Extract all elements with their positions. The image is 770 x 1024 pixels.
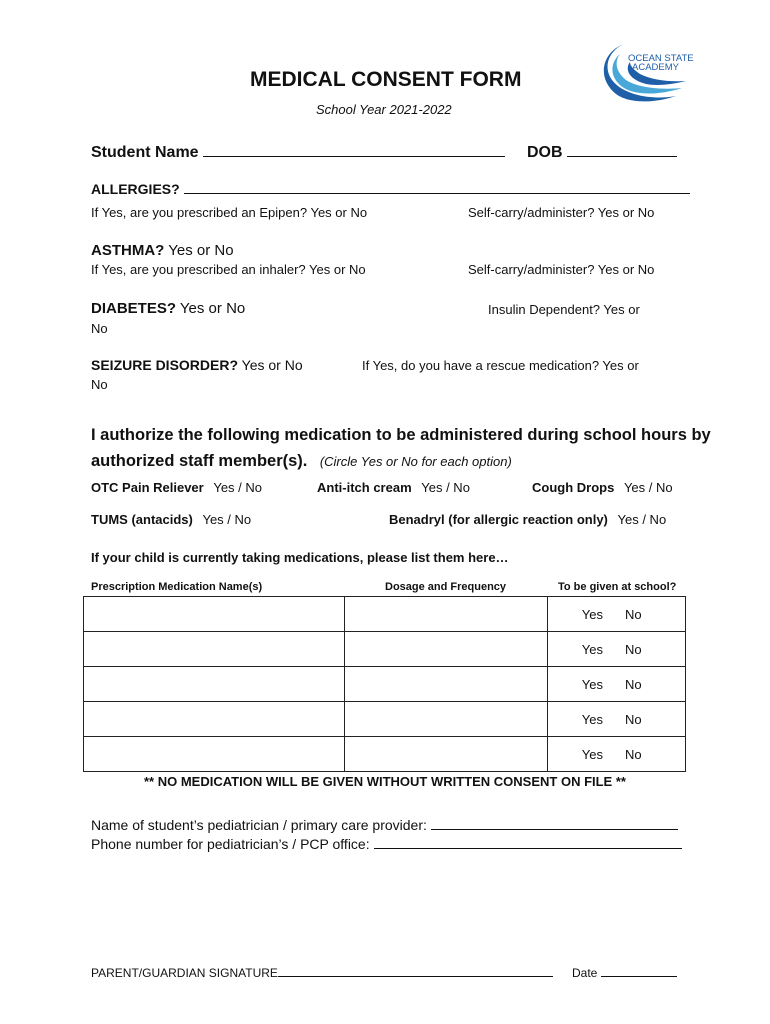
seizure-wrap: No <box>91 377 108 392</box>
table-row <box>84 632 686 667</box>
diabetes-options[interactable]: Yes or No <box>179 300 246 317</box>
given-at-school-cell <box>548 667 686 702</box>
no-option[interactable]: No <box>624 606 642 622</box>
no-option[interactable]: No <box>624 676 642 692</box>
yes-option[interactable]: Yes <box>581 676 603 692</box>
pediatrician-name-label: Name of student’s pediatrician / primary care provider: <box>91 817 427 833</box>
asthma-options[interactable]: Yes or No <box>168 242 234 259</box>
date-field[interactable] <box>601 962 677 977</box>
signature-field[interactable] <box>278 962 553 977</box>
svg-text:ACADEMY: ACADEMY <box>632 62 679 73</box>
antiitch-yes-no[interactable]: Yes / No <box>421 480 470 495</box>
table-row <box>84 737 686 772</box>
medication-name-cell[interactable] <box>84 737 345 772</box>
given-at-school-cell <box>548 632 686 667</box>
yes-no-options <box>548 712 685 727</box>
yes-no-options <box>548 747 685 762</box>
table-row <box>84 702 686 737</box>
dob-label: DOB <box>527 144 563 161</box>
dosage-cell[interactable] <box>344 737 547 772</box>
table-row <box>84 667 686 702</box>
pediatrician-phone-field[interactable] <box>374 834 682 849</box>
asthma-row <box>91 242 234 259</box>
dosage-cell[interactable] <box>344 632 547 667</box>
epipen-question[interactable]: If Yes, are you prescribed an Epipen? Yes or No <box>91 205 368 220</box>
seizure-options[interactable]: Yes or No <box>241 357 303 373</box>
insulin-question[interactable]: Insulin Dependent? Yes or <box>488 302 640 317</box>
yes-option[interactable]: Yes <box>581 711 603 727</box>
no-medication-warning: ** NO MEDICATION WILL BE GIVEN WITHOUT WRITTEN CONSENT ON FILE ** <box>144 774 626 789</box>
dosage-cell[interactable] <box>344 667 547 702</box>
seizure-row <box>91 357 303 373</box>
authorization-heading: I authorize the following medication to be administered during school hours by <box>91 426 711 444</box>
medication-name-cell[interactable] <box>84 667 345 702</box>
cough-yes-no[interactable]: Yes / No <box>623 480 673 495</box>
dob-row <box>527 142 677 162</box>
logo-swoosh-icon <box>594 38 694 106</box>
dosage-cell[interactable] <box>344 702 547 737</box>
yes-no-options <box>548 642 685 657</box>
asthma-label: ASTHMA? <box>91 242 165 259</box>
seizure-label: SEIZURE DISORDER? <box>91 357 239 373</box>
date-row <box>572 962 677 980</box>
table-row <box>84 597 686 632</box>
benadryl-option: Benadryl (for allergic reaction only) Yes / No <box>389 512 667 527</box>
medications-prompt: If your child is currently taking medications, please list them here… <box>91 550 509 565</box>
medication-name-cell[interactable] <box>84 597 345 632</box>
given-at-school-cell <box>548 702 686 737</box>
dob-field[interactable] <box>567 142 677 157</box>
col-dosage: Dosage and Frequency <box>385 581 507 593</box>
student-name-label: Student Name <box>91 144 199 161</box>
student-name-row <box>91 142 505 162</box>
signature-label: PARENT/GUARDIAN SIGNATURE <box>91 966 278 980</box>
pediatrician-phone-label: Phone number for pediatrician’s / PCP office: <box>91 836 370 852</box>
diabetes-wrap: No <box>91 321 108 336</box>
no-option[interactable]: No <box>624 641 642 657</box>
antiitch-option: Anti-itch cream Yes / No <box>317 480 470 495</box>
yes-option[interactable]: Yes <box>581 641 603 657</box>
diabetes-label: DIABETES? <box>91 300 177 317</box>
signature-row <box>91 962 553 980</box>
medication-name-cell[interactable] <box>84 702 345 737</box>
col-medication-name: Prescription Medication Name(s) <box>91 581 263 593</box>
student-name-field[interactable] <box>203 142 505 157</box>
medication-table <box>83 596 686 772</box>
allergies-row <box>91 179 690 197</box>
cough-option: Cough Drops Yes / No <box>532 480 673 495</box>
allergies-field[interactable] <box>184 179 690 194</box>
ocean-state-academy-logo <box>594 38 694 106</box>
circle-note: (Circle Yes or No for each option) <box>319 454 512 469</box>
yes-no-options <box>548 677 685 692</box>
form-title: MEDICAL CONSENT FORM <box>250 68 522 91</box>
tums-option: TUMS (antacids) Yes / No <box>91 512 252 527</box>
asthma-self-carry[interactable]: Self-carry/administer? Yes or No <box>468 262 655 277</box>
medication-name-cell[interactable] <box>84 632 345 667</box>
benadryl-yes-no[interactable]: Yes / No <box>617 512 667 527</box>
date-label: Date <box>572 966 598 980</box>
col-given-at-school: To be given at school? <box>558 581 677 593</box>
no-option[interactable]: No <box>624 711 642 727</box>
pediatrician-phone-row <box>91 834 682 852</box>
given-at-school-cell <box>548 737 686 772</box>
given-at-school-cell <box>548 597 686 632</box>
authorization-heading-2: authorized staff member(s). (Circle Yes or No for each option) <box>91 452 512 470</box>
yes-option[interactable]: Yes <box>581 606 603 622</box>
yes-option[interactable]: Yes <box>581 746 603 762</box>
svg-text:OCEAN STATE: OCEAN STATE <box>628 53 694 64</box>
inhaler-question[interactable]: If Yes, are you prescribed an inhaler? Yes or No <box>91 262 366 277</box>
pediatrician-name-row <box>91 815 678 833</box>
school-year: School Year 2021-2022 <box>316 102 452 117</box>
no-option[interactable]: No <box>624 746 642 762</box>
allergies-self-carry[interactable]: Self-carry/administer? Yes or No <box>468 205 655 220</box>
yes-no-options <box>548 607 685 622</box>
pediatrician-name-field[interactable] <box>431 815 678 830</box>
otc-yes-no[interactable]: Yes / No <box>213 480 263 495</box>
allergies-label: ALLERGIES? <box>91 181 180 197</box>
diabetes-row <box>91 300 245 317</box>
otc-option: OTC Pain Reliever Yes / No <box>91 480 263 495</box>
dosage-cell[interactable] <box>344 597 547 632</box>
rescue-question[interactable]: If Yes, do you have a rescue medication? Yes or <box>362 358 639 373</box>
tums-yes-no[interactable]: Yes / No <box>202 512 252 527</box>
